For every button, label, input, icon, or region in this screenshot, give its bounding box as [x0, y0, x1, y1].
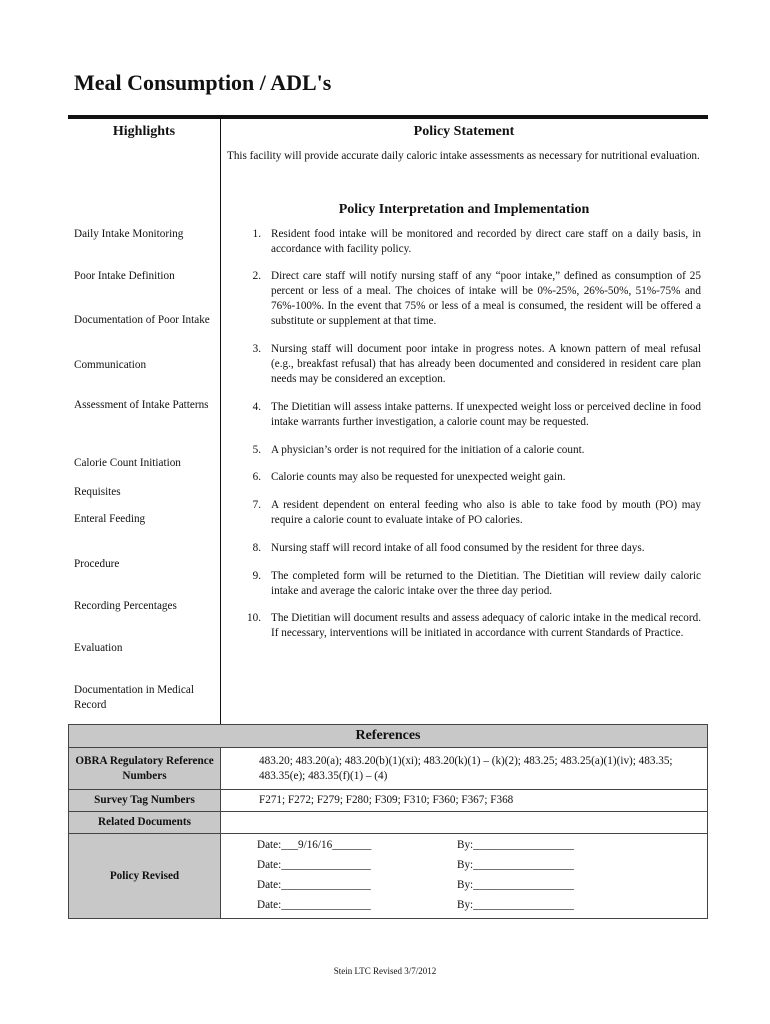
- highlights-heading: Highlights: [112, 124, 176, 139]
- highlight-label: Procedure: [74, 558, 120, 570]
- item-number: 4.: [252, 401, 261, 413]
- highlight-label: Communication: [74, 359, 147, 371]
- obra-label: OBRA Regulatory Reference Numbers: [69, 748, 221, 790]
- item-number: 2.: [252, 270, 261, 282]
- policy-item: [233, 498, 701, 528]
- highlight-label: Poor Intake Definition: [74, 270, 175, 282]
- item-text: A resident dependent on enteral feeding who also is able to take food by mouth (PO) may require a calorie count to evaluate intake of PO calories.: [271, 499, 701, 526]
- policy-item: [233, 342, 701, 387]
- survey-tag-value: F271; F272; F279; F280; F309; F310; F360; F367; F368: [221, 790, 708, 812]
- obra-value: 483.20; 483.20(a); 483.20(b)(1)(xi); 483.20(k)(1) – (k)(2); 483.25; 483.25(a)(1)(iv); 483.35; 483.35(e); 483.35(f)(1) – (4): [221, 748, 708, 790]
- references-table: [68, 724, 708, 919]
- item-number: 3.: [252, 343, 261, 355]
- highlight-label: Enteral Feeding: [74, 513, 146, 525]
- item-number: 8.: [252, 542, 261, 554]
- item-text: Resident food intake will be monitored and recorded by direct care staff on a daily basis, in accordance with facility policy.: [271, 228, 701, 255]
- policy-item: [233, 269, 701, 329]
- highlight-label: Assessment of Intake Patterns: [74, 399, 209, 411]
- policy-item: [233, 611, 701, 641]
- item-number: 5.: [252, 444, 261, 456]
- highlight-label: Recording Percentages: [74, 600, 177, 612]
- item-text: Direct care staff will notify nursing staff of any “poor intake,” defined as consumption of 25 percent or less of a meal. The choices of intake will be 0%-25%, 26%-50%, 51%-75% and 76%-100%. In the event that 75% or less of a meal is consumed, the resident will be offered a substitute or supplement at that time.: [271, 270, 701, 327]
- policy-item: [233, 470, 701, 485]
- revision-date: Date:________________: [257, 859, 371, 871]
- item-number: 10.: [247, 612, 261, 624]
- page-title: Meal Consumption / ADL's: [74, 70, 332, 95]
- revision-date: Date:___9/16/16_______: [257, 839, 372, 851]
- policy-item: [233, 227, 701, 257]
- item-number: 9.: [252, 570, 261, 582]
- policy-item: [233, 541, 701, 556]
- item-text: The Dietitian will document results and assess adequacy of caloric intake in the medical record. If necessary, interventions will be initiated in accordance with current Standards of Practice.: [271, 612, 701, 639]
- revision-by: By:__________________: [457, 839, 574, 851]
- highlight-label: Daily Intake Monitoring: [74, 228, 184, 240]
- revision-log: [221, 834, 708, 919]
- item-text: Nursing staff will record intake of all food consumed by the resident for three days.: [271, 542, 645, 554]
- item-text: Nursing staff will document poor intake in progress notes. A known pattern of meal refusal (e.g., breakfast refusal) that has already been documented and considered in resident care plan needs may be considered an exception.: [271, 343, 701, 385]
- policy-statement-text: This facility will provide accurate daily caloric intake assessments as necessary for nutritional evaluation.: [227, 150, 700, 162]
- highlight-label: Calorie Count Initiation: [74, 457, 181, 469]
- policy-item: [233, 443, 701, 458]
- item-text: The completed form will be returned to the Dietitian. The Dietitian will review daily caloric intake and average the caloric intake over the three day period.: [271, 570, 701, 597]
- item-text: A physician’s order is not required for the initiation of a calorie count.: [271, 444, 585, 456]
- references-heading: References: [69, 725, 708, 748]
- highlight-label: Requisites: [74, 486, 121, 498]
- revision-date: Date:________________: [257, 899, 371, 911]
- interpretation-heading: Policy Interpretation and Implementation: [338, 202, 590, 217]
- survey-tag-label: Survey Tag Numbers: [69, 790, 221, 812]
- revision-by: By:__________________: [457, 859, 574, 871]
- related-documents-value: [221, 812, 708, 834]
- footer-revision: Stein LTC Revised 3/7/2012: [333, 966, 437, 976]
- policy-item: [233, 569, 701, 599]
- item-number: 1.: [252, 228, 261, 240]
- revision-by: By:__________________: [457, 899, 574, 911]
- highlight-label: Documentation in Medical Record: [74, 684, 194, 711]
- policy-revised-label: Policy Revised: [69, 834, 221, 919]
- highlight-label: Evaluation: [74, 642, 123, 654]
- title-rule: [68, 115, 708, 119]
- policy-statement-heading: Policy Statement: [413, 124, 515, 139]
- item-number: 6.: [252, 471, 261, 483]
- revision-by: By:__________________: [457, 879, 574, 891]
- related-documents-label: Related Documents: [69, 812, 221, 834]
- revision-date: Date:________________: [257, 879, 371, 891]
- highlight-label: Documentation of Poor Intake: [74, 314, 210, 326]
- item-text: Calorie counts may also be requested for unexpected weight gain.: [271, 471, 566, 483]
- policy-item: [233, 400, 701, 430]
- item-number: 7.: [252, 499, 261, 511]
- item-text: The Dietitian will assess intake patterns. If unexpected weight loss or perceived decline in food intake warrants further investigation, a calorie count may be requested.: [271, 401, 701, 428]
